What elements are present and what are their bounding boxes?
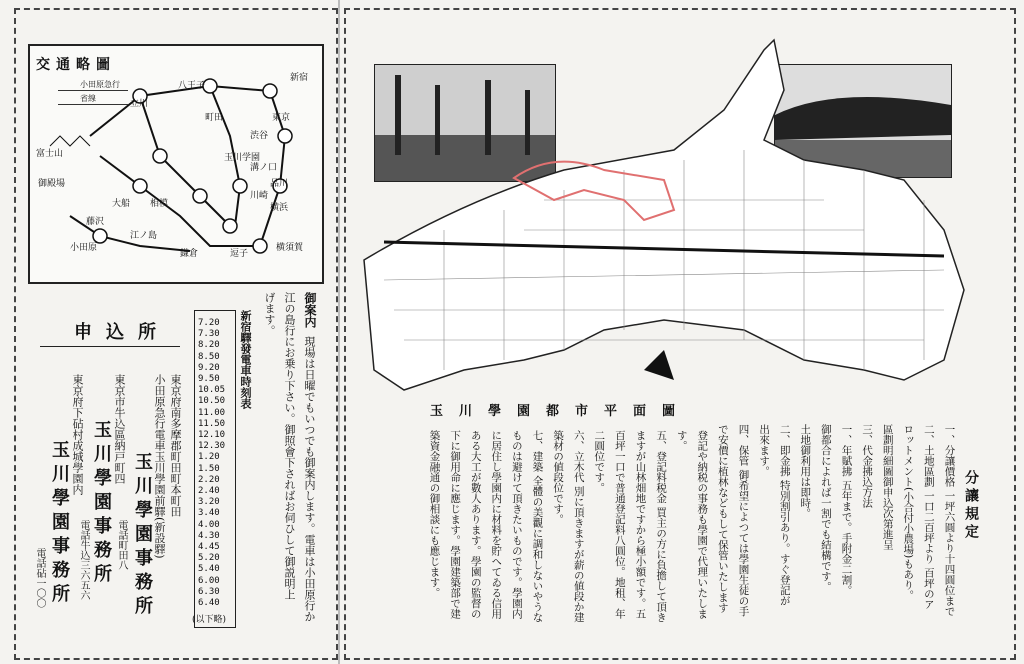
station-label: 八王子 <box>178 81 206 91</box>
rule-line: ある大工が數人あります。學園の監督の <box>469 430 482 619</box>
rule-line: で安價に植林などもして保管いたします <box>716 424 729 613</box>
rule-line: 二、土地區劃 一口二百坪より 百坪のア <box>922 424 935 610</box>
office-phone: 電話砧一〇〇 <box>34 548 45 608</box>
timetable-time: 11.50 <box>198 418 226 429</box>
rule-line: に居住し學園内に材料を貯へてゐる信用 <box>490 430 503 619</box>
rule-line: 百坪一口で普通登記料八圓位。地租、年 <box>613 430 626 619</box>
rule-line: 土地御利用は即時。 <box>799 424 812 519</box>
timetable-footnote: (以下略) <box>192 615 227 625</box>
timetable-time: 4.30 <box>198 530 220 541</box>
divider <box>40 346 180 347</box>
timetable-time: 5.20 <box>198 553 220 564</box>
timetable-time: 2.40 <box>198 486 220 496</box>
timetable-time: 6.30 <box>198 586 220 597</box>
rule-line: 登記や納税の事務も學園で代理いたしま <box>696 430 709 619</box>
timetable-time: 9.50 <box>198 374 220 384</box>
station-label: 小田原 <box>70 243 98 253</box>
compass-icon <box>644 350 674 380</box>
timetable-time: 7.20 <box>198 318 220 328</box>
station-label: 横浜 <box>270 203 289 213</box>
rules-title: 分讓規定 <box>963 470 979 542</box>
guide-heading: 御案内 <box>303 292 317 328</box>
station-label: 大船 <box>112 199 131 209</box>
station-label: 富士山 <box>36 149 64 159</box>
station-label: 新宿 <box>290 73 309 83</box>
timetable-time: 1.20 <box>198 452 220 463</box>
transport-map-legend <box>58 80 128 108</box>
office-name: 玉川學園事務所 <box>49 440 70 608</box>
timetable-time: 3.20 <box>198 497 220 508</box>
station-label: 江ノ島 <box>130 231 158 241</box>
office-name: 玉川學園事務所 <box>132 452 153 620</box>
rule-line: 二、即金拂 特別割引あり。すぐ登記が <box>778 424 791 606</box>
rule-line: 下に御用命に應じます。學園建築部で建 <box>449 430 462 619</box>
rule-line: 出來ます。 <box>758 424 771 477</box>
office-address: 東京府下砧村成城學園内 <box>71 374 84 495</box>
timetable-time: 12.10 <box>198 430 226 440</box>
rule-line: 築材の値段位です。 <box>552 430 565 525</box>
office-address-sub: 小田原急行電車玉川學園前驛(新設驛) <box>153 374 166 559</box>
station-label: 溝ノ口 <box>250 163 278 173</box>
timetable-time: 10.05 <box>198 385 226 396</box>
station-label: 品川 <box>270 179 289 189</box>
timetable-time: 9.20 <box>198 362 220 373</box>
timetable-time: 8.50 <box>198 351 220 362</box>
timetable-time: 10.50 <box>198 396 226 407</box>
office-phone: 電話牛込三六五六 <box>78 520 89 600</box>
rule-line: ロットメント(小合付小農場)もあり。 <box>902 424 915 601</box>
station-label: 東京 <box>272 113 291 123</box>
station-label: 逗子 <box>230 249 249 259</box>
office-address: 東京市牛込區納戸町四 <box>113 374 126 484</box>
office-phone: 電話町田八 <box>116 520 127 570</box>
office-address: 東京府南多摩郡町田町本町田 <box>169 374 182 517</box>
timetable-time: 4.00 <box>198 519 220 530</box>
rule-line: 六、立木代 別に頂きますが薪の値段か建 <box>572 430 585 623</box>
rule-line: ますが山林畑地ですから極小額です。五 <box>634 430 647 619</box>
timetable-time: 6.40 <box>198 598 220 608</box>
station-label: 町田 <box>205 113 224 123</box>
timetable-time: 8.20 <box>198 340 220 351</box>
guide-line: 江の島行にお乗り下さい。御照會下さればお伺ひして御説明上 <box>283 292 296 600</box>
guide-line: げます。 <box>263 292 276 336</box>
rule-line: 區劃明細圖御申込次第進呈 <box>881 424 894 550</box>
rule-line: 四、保管 御希望によつては學園生徒の手 <box>737 424 750 617</box>
mountain-icon <box>50 136 90 146</box>
timetable-time: 7.30 <box>198 329 220 340</box>
rule-line: 御都合によれば一割でも結構です。 <box>819 424 832 592</box>
timetable-time: 5.40 <box>198 564 220 575</box>
rule-line: 築資金融通の御相談にも應じます。 <box>428 430 441 598</box>
timetable-time: 2.20 <box>198 474 220 485</box>
page-fold <box>338 0 340 664</box>
rule-line: 一、年賦拂 五年まで。手附金二割。 <box>840 424 853 596</box>
station-label: 御殿場 <box>38 179 66 189</box>
rule-line: 一、分讓價格 一坪六圓より十四圓位まで <box>943 424 956 617</box>
station-label: 横須賀 <box>276 243 304 253</box>
site-map-title: 玉川學園都市平面圖 <box>430 404 692 419</box>
legend-item: 省線 <box>58 94 128 105</box>
site-plan-map <box>344 30 984 420</box>
timetable-time: 4.45 <box>198 542 220 552</box>
station-label: 相模 <box>150 199 169 209</box>
timetable-header: 新宿驛發電車時刻表 <box>239 310 252 409</box>
timetable-time: 12.30 <box>198 441 226 452</box>
station-label: 玉川学園 <box>224 153 261 163</box>
timetable-time: 11.00 <box>198 407 226 418</box>
station-label: 川崎 <box>250 191 269 201</box>
legend-item: 小田原急行 <box>58 80 128 91</box>
station-label: 渋谷 <box>250 131 269 141</box>
timetable-time: 3.40 <box>198 508 220 519</box>
application-title: 申込所 <box>74 322 170 343</box>
station-label: 立川 <box>130 99 149 109</box>
station-label: 藤沢 <box>86 217 105 227</box>
guide-line: 現場は日曜でもいつでも御案内します。電車は小田原行か <box>303 336 316 622</box>
rule-line: 二圓位です。 <box>593 430 606 493</box>
rule-line: 五、登記料税金 買主の方に負擔して頂き <box>655 430 668 623</box>
timetable-time: 6.00 <box>198 575 220 586</box>
rule-line: 七、建築 全體の美觀に調和しないやうな <box>531 430 544 623</box>
office-name: 玉川學園事務所 <box>91 420 112 588</box>
timetable-time: 1.50 <box>198 463 220 474</box>
transport-map-title: 交通略圖 <box>36 57 116 73</box>
station-label: 鎌倉 <box>180 249 199 259</box>
rule-line: 三、代金拂込方法 <box>861 424 874 508</box>
rule-line: ものは避けて頂きたいものです。學園内 <box>510 430 523 619</box>
rule-line: す。 <box>675 430 688 451</box>
